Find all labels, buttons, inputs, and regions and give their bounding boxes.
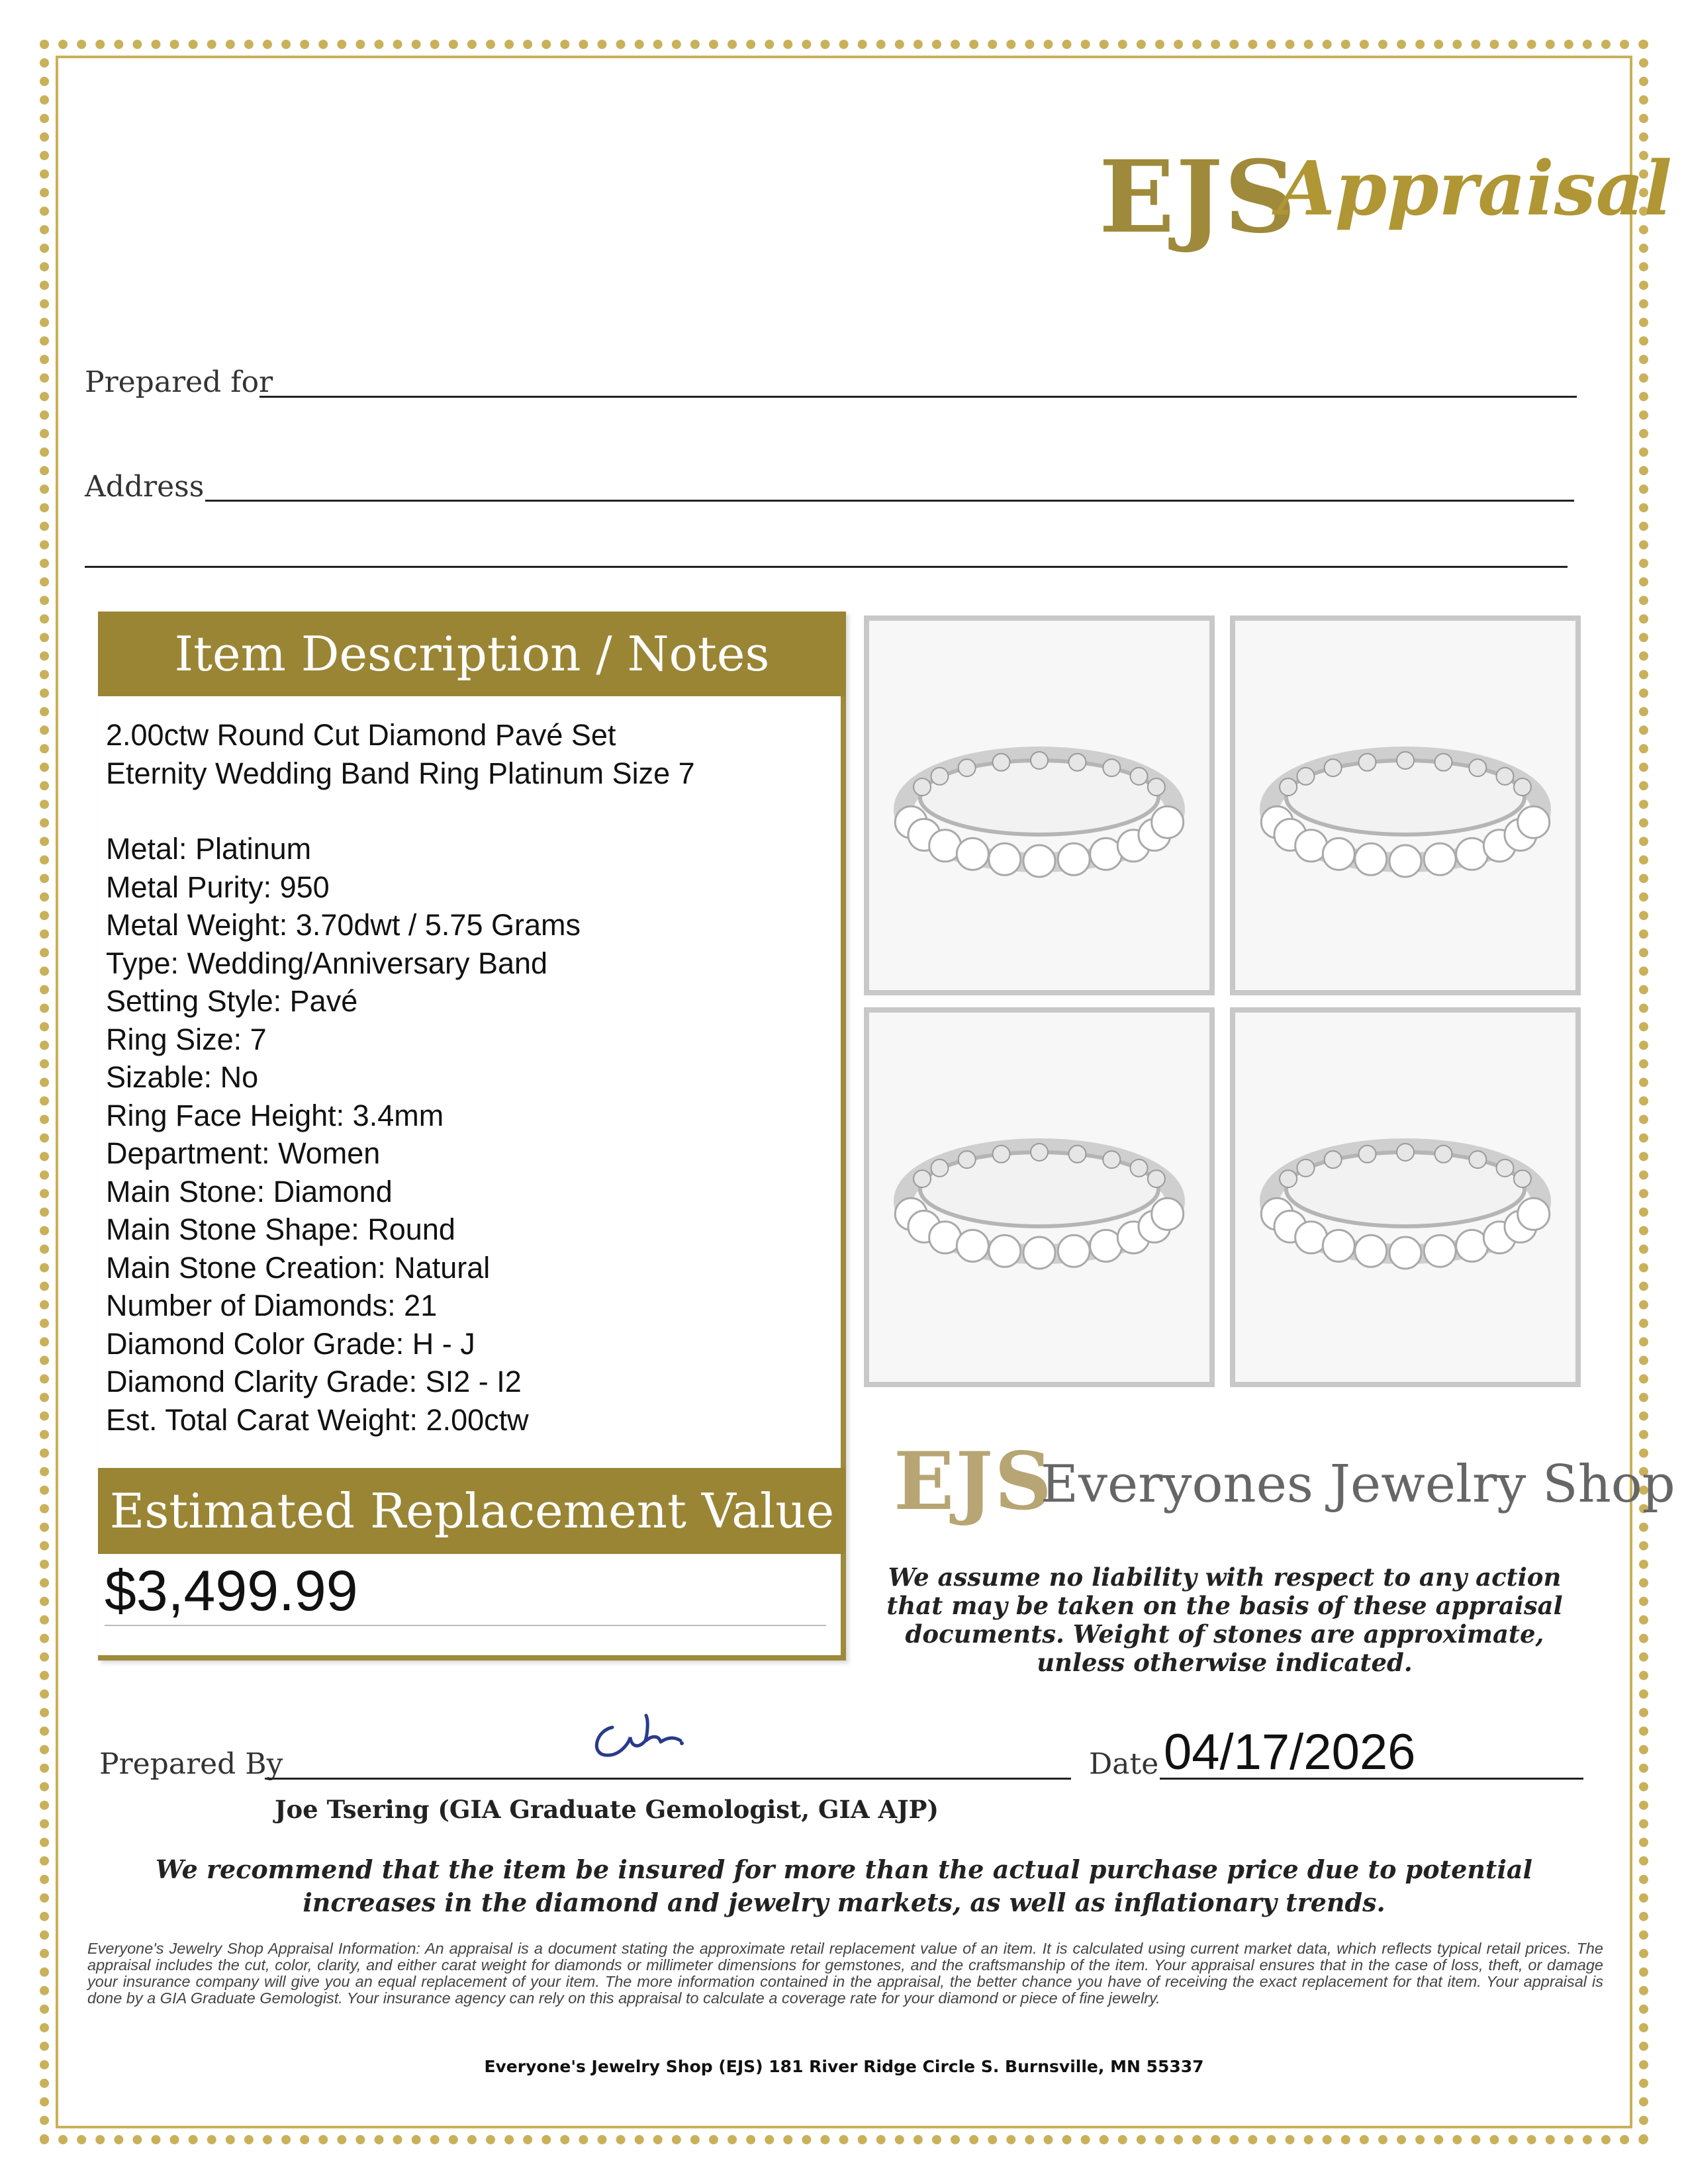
diamond-stone [1325, 1151, 1342, 1168]
diamond-stone [1355, 843, 1387, 875]
diamond-stone [1131, 1160, 1148, 1177]
diamond-stone [1355, 1235, 1387, 1267]
spec-line: Sizable: No [106, 1060, 259, 1094]
appraisal-date: 04/17/2026 [1164, 1724, 1416, 1780]
diamond-stone [914, 1170, 931, 1187]
date-rule [1160, 1778, 1583, 1780]
ring-image [869, 621, 1209, 990]
prepared-for-field[interactable] [85, 365, 273, 399]
diamond-stone [1031, 1144, 1048, 1161]
diamond-stone [1152, 1198, 1184, 1230]
diamond-stone [1103, 1151, 1120, 1168]
footer-address: Everyone's Jewelry Shop (EJS) 181 River Ridge Circle S. Burnsville, MN 55337 [484, 2057, 1204, 2076]
ring-photo-3 [864, 1007, 1215, 1387]
diamond-stone [993, 754, 1010, 771]
diamond-stone [931, 768, 949, 785]
spec-line: Main Stone Shape: Round [106, 1212, 455, 1246]
diamond-stone [1397, 752, 1414, 769]
date-label: Date [1089, 1747, 1159, 1781]
spec-line: Diamond Clarity Grade: SI2 - I2 [106, 1365, 522, 1398]
diamond-stone [1280, 1170, 1297, 1187]
spec-line: Est. Total Carat Weight: 2.00ctw [106, 1402, 529, 1437]
diamond-stone [989, 1235, 1021, 1267]
diamond-stone [1131, 768, 1148, 785]
ejs-logo: EJS [894, 1435, 1053, 1528]
diamond-stone [1359, 1146, 1376, 1163]
spec-line: Metal: Platinum [106, 832, 312, 866]
ring-photo-2 [1230, 615, 1581, 995]
header-logo [1099, 139, 1672, 271]
spec-line: Metal Purity: 950 [106, 870, 330, 904]
headline-line: Eternity Wedding Band Ring Platinum Size 7 [106, 756, 695, 790]
diamond-stone [1148, 778, 1165, 796]
address-field[interactable] [85, 470, 204, 504]
spec-line: Diamond Color Grade: H - J [106, 1326, 475, 1361]
spec-line: Number of Diamonds: 21 [106, 1289, 438, 1322]
diamond-stone [1152, 806, 1184, 838]
spec-line: Metal Weight: 3.70dwt / 5.75 Grams [106, 908, 581, 942]
diamond-stone [1069, 1146, 1086, 1163]
diamond-stone [1031, 752, 1048, 769]
shop-logo [894, 1435, 1675, 1561]
replacement-value: $3,499.99 [105, 1559, 358, 1623]
diamond-stone [1518, 1198, 1550, 1230]
signature-rule [265, 1778, 1071, 1780]
address-label: Address [85, 470, 205, 504]
prepared-for-label: Prepared for [85, 365, 273, 399]
diamond-stone [1518, 806, 1550, 838]
price-rule [105, 1625, 826, 1626]
diamond-stone [957, 838, 988, 870]
replacement-value-header: Estimated Replacement Value [98, 1468, 846, 1554]
diamond-stone [1424, 1235, 1456, 1267]
ring-photo-1 [864, 615, 1215, 995]
spec-line: Department: Women [106, 1136, 381, 1170]
diamond-stone [1103, 759, 1120, 776]
ring-image [869, 1013, 1209, 1382]
prepared-by-label: Prepared By [99, 1747, 283, 1781]
spec-line: Ring Face Height: 3.4mm [106, 1098, 444, 1132]
ring-image [1235, 621, 1575, 990]
diamond-stone [1469, 759, 1486, 776]
diamond-stone [1058, 843, 1090, 875]
appraiser-name: Joe Tsering (GIA Graduate Gemologist, GIA AJP) [275, 1795, 939, 1824]
diamond-stone [1069, 754, 1086, 771]
page-title: Appraisal [1278, 146, 1672, 232]
diamond-stone [1514, 778, 1531, 796]
diamond-stone [993, 1146, 1010, 1163]
diamond-stone [1359, 754, 1376, 771]
item-description-header: Item Description / Notes [98, 612, 846, 696]
diamond-stone [1323, 838, 1354, 870]
insurance-recommendation: We recommend that the item be insured for more than the actual purchase price due to potential increases in the diamond and jewelry markets, as well as inflationary trends. [156, 1854, 1532, 1917]
diamond-stone [1023, 1237, 1055, 1269]
diamond-stone [1514, 1170, 1531, 1187]
diamond-stone [1325, 759, 1342, 776]
signature-mark [583, 1707, 688, 1767]
diamond-stone [1148, 1170, 1165, 1187]
spec-line: Main Stone Creation: Natural [106, 1250, 491, 1285]
diamond-stone [1280, 778, 1297, 796]
spec-line: Ring Size: 7 [106, 1022, 267, 1056]
diamond-stone [914, 778, 931, 796]
liability-disclaimer: We assume no liability with respect to any action that may be taken on the basis of these appraisal documents. Weight of stones are approximate, unless otherwise indicated. [886, 1563, 1563, 1677]
appraisal-fineprint: Everyone's Jewelry Shop Appraisal Information: An appraisal is a document stating the approximate retail replacement value of an item. It is calculated using current market data, which reflects typical retail prices. The appraisal includes the cut, color, clarity, and either carat weight for diamonds or millimeter dimensions for gemstones, and the craftsmanship of the item. Your appraisal ensures that in the case of loss, theft, or damage your insurance company will give you an equal replacement of your item. The more information contained in the appraisal, the better chance you have of receiving the exact replacement for that item. Your appraisal is done by a GIA Graduate Gemologist. Your insurance agency can rely on this appraisal to calculate a coverage rate for your diamond or piece of fine jewelry. [87, 1940, 1603, 2007]
diamond-stone [1435, 1146, 1452, 1163]
spec-line: Main Stone: Diamond [106, 1174, 393, 1208]
diamond-stone [1424, 843, 1456, 875]
diamond-stone [1435, 754, 1452, 771]
shop-name: Everyones Jewelry Shop [1041, 1455, 1675, 1514]
diamond-stone [931, 1160, 949, 1177]
headline-line: 2.00ctw Round Cut Diamond Pavé Set [106, 718, 616, 752]
spec-line: Setting Style: Pavé [106, 984, 358, 1018]
diamond-stone [1469, 1151, 1486, 1168]
diamond-stone [1497, 768, 1514, 785]
diamond-stone [1323, 1230, 1354, 1261]
spacer [106, 792, 834, 830]
diamond-stone [1497, 1160, 1514, 1177]
item-description-text [106, 716, 834, 1439]
diamond-stone [959, 759, 976, 776]
diamond-stone [959, 1151, 976, 1168]
spec-line: Type: Wedding/Anniversary Band [106, 946, 548, 980]
diamond-stone [1389, 1237, 1421, 1269]
ejs-logo: EJS [1099, 139, 1297, 255]
diamond-stone [989, 843, 1021, 875]
diamond-stone [1058, 1235, 1090, 1267]
diamond-stone [1297, 1160, 1315, 1177]
diamond-stone [957, 1230, 988, 1261]
diamond-stone [1297, 768, 1315, 785]
diamond-stone [1397, 1144, 1414, 1161]
diamond-stone [1023, 845, 1055, 877]
ring-image [1235, 1013, 1575, 1382]
diamond-stone [1389, 845, 1421, 877]
ring-photo-4 [1230, 1007, 1581, 1387]
